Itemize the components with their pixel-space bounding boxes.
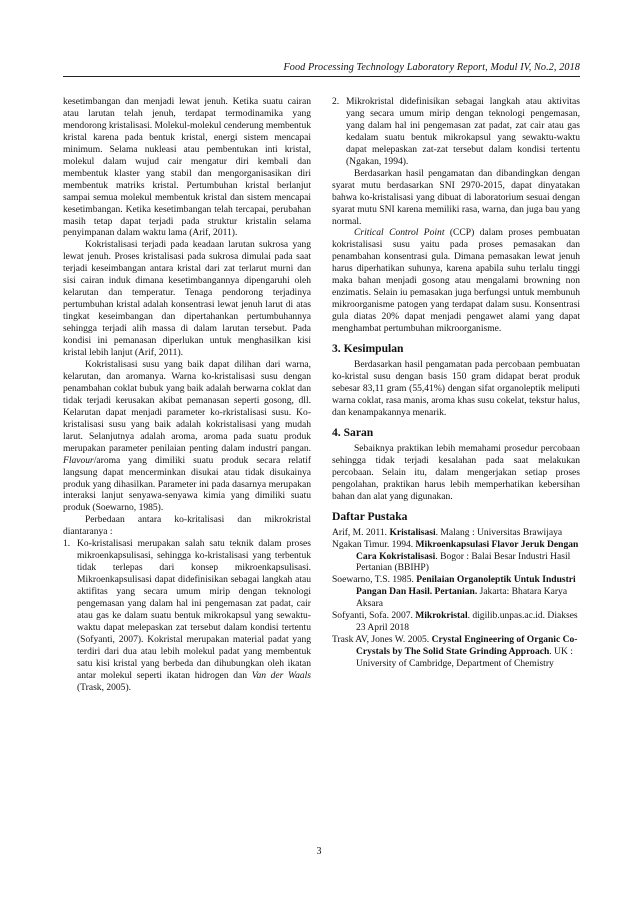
text-segment: Ko-kristalisasi merupakan salah satu teknik dalam proses mikroenkapsulisasi, sehingga ko-kristalisasi yang terbentuk tidak terlepas dari konsep mikroenkapsulisasi. Mikroenkapsulisasi dapat didefinisikan sebagai langkah atau aktifitas yang secara umum mirip dengan teknologi pengemasan yang dalam hal ini pengemasan zat padat, cair atau gas ke dalam suatu bentuk mikrokapsul yang sewaktu-waktu dapat melepaskan zat tersebut dalam kondisi tertentu (Sofyanti, 2007). Kokristal merupakan material padat yang terdiri dari dua atau lebih molekul padat yang membentuk satu kisi kristal yang berbeda dan dihubungkan oleh ikatan antar molekul seperti ikatan hidrogen dan — [77, 538, 311, 681]
paragraph-ccp — [332, 227, 580, 335]
reference-title: Penilaian Organoleptik Untuk Industri Pangan Dan Hasil. Pertanian. — [356, 574, 576, 598]
paragraph-quality-parameters — [63, 359, 311, 514]
list-item-number: 1. — [63, 538, 71, 550]
reference-publisher: Jakarta: Bhatara Karya Aksara — [356, 586, 568, 610]
page-number: 3 — [316, 846, 322, 857]
reference-title: Mikrokristal — [415, 610, 468, 622]
reference-publisher: . Malang : Universitas Brawijaya — [435, 526, 563, 538]
reference-publisher: . Bogor : Balai Besar Industri Hasil Pertanian (BBIHP) — [356, 550, 571, 574]
reference-list — [332, 527, 580, 670]
reference-item — [332, 574, 580, 610]
text-segment: Kokristalisasi susu yang baik dapat dilihan dari warna, kelarutan, dan aromanya. Warna ko-kristalisasi susu dengan penambahan coklat bubuk yang baik adalah berwarna coklat dan tidak terjadi kerusakan akibat pemanasan seperti gosong, dll. Kelarutan dapat menjadi parameter ko-rkristalisasi susu. Ko-kristalisasi susu yang baik adalah kokristalisasi yang mudah larut. Selanjutnya adalah aroma, aroma pada suatu produk merupakan parameter penilaian penting dalam industri pangan. — [63, 358, 311, 454]
paragraph-kokristalisasi: Kokristalisasi terjadi pada keadaan larutan sukrosa yang lewat jenuh. Proses kristalisasi pada sukrosa dimulai pada saat terjadi keseimbangan antara kristal dari zat terlarut murni dan sisi cairan induk dimana kesetimbangannya dipengaruhi oleh kelarutan dan temperatur. Tenaga pendorong terjadinya pertumbuhan kristal adalah konsentrasi lewat jenuh larut di atas tingkat keseimbangan dan dipertahankan pertumbuhannya sehingga terjadi alih massa di dalam larutan tersebut. Pada kondisi ini pemanasan diperlukan untuk menghasilkan kisi kristal lebih lanjut (Arif, 2011). — [63, 239, 311, 359]
paragraph-sni-comparison: Berdasarkan hasil pengamatan dan dibandingkan dengan syarat mutu berdasarkan SNI 2970-2015, dapat dinyatakan bahwa ko-kristalisasi yang dibuat di laboratorium sesuai dengan syarat mutu SNI karena memiliki rasa, warna, dan juga bau yang normal. — [332, 167, 580, 227]
italic-term-flavour: Flavour — [63, 454, 94, 466]
reference-author-year: Ngakan Timur. 1994. — [332, 538, 416, 550]
reference-title: Mikroenkapsulasi Flavor Jeruk Dengan Cara Kokristalisasi — [356, 538, 579, 562]
right-column — [332, 96, 580, 670]
paragraph-differences-intro: Perbedaan antara ko-kritalisasi dan mikrokristal diantaranya : — [63, 514, 311, 538]
italic-term-ccp: Critical Control Point — [354, 227, 445, 239]
left-column — [63, 96, 311, 694]
reference-author-year: Sofyanti, Sofa. 2007. — [332, 610, 416, 622]
list-item — [332, 96, 580, 168]
paragraph-suggestion: Sebaiknya praktikan lebih memahami prosedur percobaan sehingga tidak terjadi kesalahan pada saat melakukan percobaan. Selain itu, dalam mengerjakan setiap proses pengolahan, praktikan harus lebih memperhatikan kebersihan bahan dan alat yang digunakan. — [332, 442, 580, 502]
list-item — [63, 538, 311, 693]
reference-publisher: . digilib.unpas.ac.id. Diakses 23 April 2018 — [356, 610, 578, 634]
list-item-text: Mikrokristal didefinisikan sebagai langkah atau aktivitas yang secara umum mirip dengan teknologi pengemasan, yang dalam hal ini pengemasan zat padat, zat cair atau gas kedalam suatu bentuk mikrokapsul yang sewaktu-waktu dapat melepaskan zat-zat tersebut dalam kondisi tertentu (Ngakan, 1994). — [346, 96, 580, 167]
text-segment: (CCP) dalam proses pembuatan kokristalisasi susu yaitu pada proses pemasakan dan penambahan konsentrasi gula. Dimana pemasakan lewat jenuh harus diperhatikan suhunya, karena apabila suhu terlalu tinggi maka bahan menjadi gosong atau mengalami browning non enzimatis. Selain iu pemasakan juga berfungsi untuk membunuh mikroorganisme patogen yang terdapat dalam susu. Konsentrasi gula diatas 20% dapat menjadi pengawet alami yang dapat menghambat pertumbuhan mikroorganisme. — [332, 227, 581, 335]
reference-item — [332, 634, 580, 670]
differences-list — [63, 538, 311, 693]
paragraph-continuation: kesetimbangan dan menjadi lewat jenuh. Ketika suatu cairan atau larutan telah jenuh, terdapat termodinamika yang mendorong kristalisasi. Molekul-molekul cenderung membentuk kristal karena pada bentuk kristal, energi sistem mencapai minimum. Selama nukleasi atau pembentukan inti kristal, molekul dalam wujud cair mengatur diri kembali dan membentuk klaster yang stabil dan mengorganisasikan diri membentuk matriks kristal. Pertumbuhan kristal berlanjut sampai semua molekul membentuk kristal dan sistem mencapai kesetimbangan. Ketika kesetimbangan telah tercapai, perubahan masih tetap dapat terjadi pada struktur kristalin selama penyimpanan dalam waktu lama (Arif, 2011). — [63, 96, 311, 239]
section-heading-references: Daftar Pustaka — [332, 509, 408, 523]
paragraph-conclusion: Berdasarkan hasil pengamatan pada percobaan pembuatan ko-kristal susu dengan basis 150 gram didapat berat produk sebesar 83,11 gram (55,41%) dengan sifat organoleptik meliputi warna coklat, rasa manis, aroma khas susu cokelat, tekstur halus, dan kenampakannya menarik. — [332, 359, 580, 418]
text-segment: /aroma yang dimiliki suatu produk secara relatif langsung dapat mencerminkan disukai atau tidak disukainya produk yang dihasilkan. Parameter ini pada dasarnya merupakan interaksi lanjut senyawa-senyawa kimia yang dimiliki suatu produk (Soewarno, 1985). — [63, 454, 311, 514]
differences-list-continued — [332, 96, 580, 168]
reference-item — [332, 539, 580, 575]
reference-title: Kristalisasi — [389, 526, 436, 538]
list-item-number: 2. — [332, 96, 340, 107]
running-header: Food Processing Technology Laboratory Report, Modul IV, No.2, 2018 — [283, 62, 580, 73]
section-heading-saran: 4. Saran — [332, 425, 374, 439]
reference-item — [332, 527, 580, 539]
reference-title: Crystal Engineering of Organic Co-Crystals by The Solid State Grinding Approach — [356, 634, 578, 658]
reference-author-year: Arif, M. 2011. — [332, 526, 390, 538]
reference-item — [332, 610, 580, 634]
italic-term-van-der-waals: Van der Waals — [251, 669, 311, 681]
header-rule — [63, 76, 580, 77]
reference-author-year: Soewarno, T.S. 1985. — [332, 574, 417, 586]
section-heading-kesimpulan: 3. Kesimpulan — [332, 342, 404, 356]
reference-author-year: Trask AV, Jones W. 2005. — [332, 634, 432, 646]
reference-publisher: . UK : University of Cambridge, Department of Chemistry — [356, 646, 573, 670]
text-segment: (Trask, 2005). — [77, 681, 132, 693]
